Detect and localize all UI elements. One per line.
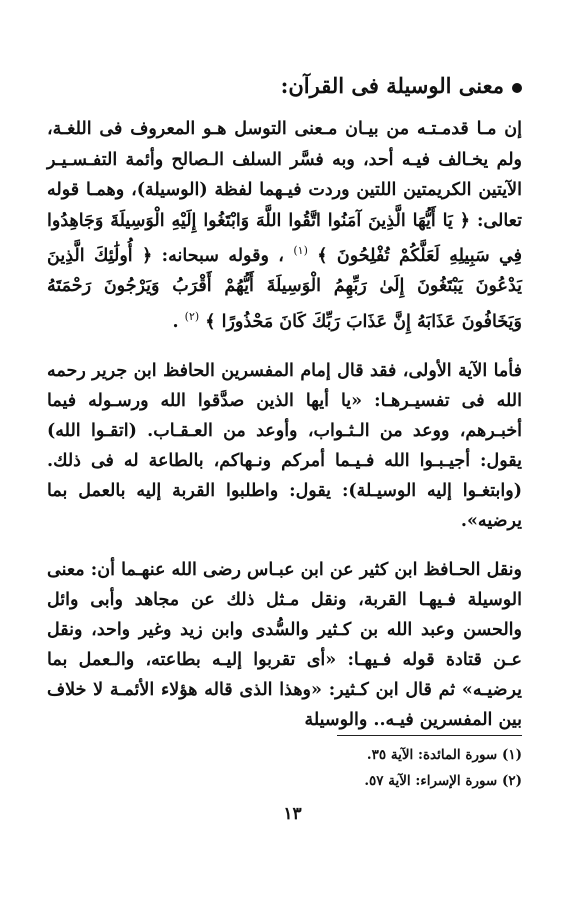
footnote-2: (٢) سورة الإسراء: الآية ٥٧. (364, 773, 522, 789)
main-text (47, 70, 522, 754)
paragraph-1-end: . (172, 311, 179, 332)
paragraph-2: فأما الآية الأولى، فقد قال إمام المفسرين الحافظ ابن جرير رحمه الله فى تفسيـرهـا: «يا أيها الذين صدَّقوا الله ورسـوله فيما أخبـرهم، ووعد من الـثـواب، وأوعد من العـقـاب. (اتقـوا الله) يقول: أجيـبـوا الله فـيـما أمركم ونـهاكم، بالطاعة له فى ذلك. (وابتغـوا إليه الوسيـلة): يقول: واطلبوا القربة إليه بالعمل بما يرضيه». (47, 361, 522, 532)
paragraph-1 (47, 114, 522, 337)
footnote-divider (337, 735, 522, 736)
section-heading (47, 70, 522, 102)
footnote-1: (١) سورة المائدة: الآية ٣٥. (366, 747, 522, 763)
section-heading-text: معنى الوسيلة فى القرآن: (280, 73, 504, 98)
paragraph-3: ونقل الحـافظ ابن كثير عن ابن عبـاس رضى الله عنهـما أن: معنى الوسيلة فـيهـا القربة، ونقل مـثل ذلك عن مجاهد وأبى وائل والحسن وعبد الله بن كـثير والسُّدى وابن زيد وغير واحد، ونقل عـن قتادة قوله فـيهـا: «أى تقربوا إليـه بطاعته، والـعمل بما يرضيـه» ثم قال ابن كـثير: «وهذا الذى قاله هؤلاء الأئمـة لا خلاف بين المفسرين فيـه.. والوسيلة (47, 560, 522, 731)
bullet-icon (512, 83, 522, 93)
page-number: ١٣ (283, 804, 302, 824)
paragraph-1-middle: ، وقوله سبحانه: ﴿ أُولَٰئِكَ الَّذِينَ يَدْعُونَ يَبْتَغُونَ إِلَىٰ رَبِّهِمُ الْوَسِيلَةَ أَيُّهُمْ أَقْرَبُ وَيَرْجُونَ رَحْمَتَهُ وَيَخَافُونَ عَذَابَهُ إِنَّ عَذَابَ رَبِّكَ كَانَ مَحْذُورًا ﴾ (47, 245, 522, 332)
paragraph-1-text: إن مـا قدمـتـه من بيـان مـعنى التوسل هـو المعروف فى اللغـة، ولم يخـالف فيـه أحد، وبه فسَّر السلف الـصالح وأئمة التفـسـيـر الآيتين الكريمتين اللتين وردت فيـهما لفظة (الوسيلة)، وهمـا قوله تعالى: ﴿ يَا أَيُّهَا الَّذِينَ آمَنُوا اتَّقُوا اللَّهَ وَابْتَغُوا إِلَيْهِ الْوَسِيلَةَ وَجَاهِدُوا فِي سَبِيلِهِ لَعَلَّكُمْ تُفْلِحُونَ ﴾ (47, 119, 522, 266)
footnote-ref-2: (٢) (184, 309, 200, 323)
footnote-ref-1: (١) (293, 244, 308, 257)
footnotes (364, 742, 522, 794)
